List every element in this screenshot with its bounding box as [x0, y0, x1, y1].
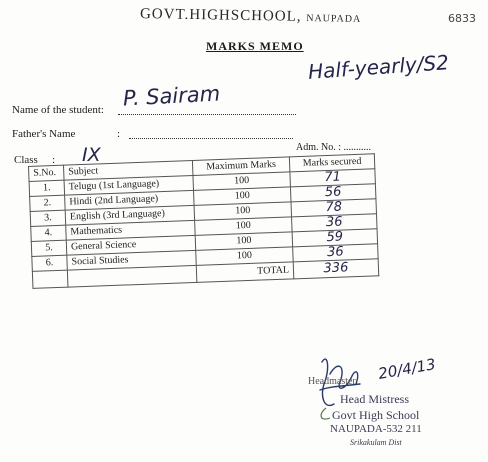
row-sno: 6. [32, 255, 68, 271]
row-sno: 1. [29, 180, 65, 196]
father-name-label: Father's Name [12, 128, 76, 140]
header-max-marks: Maximum Marks [192, 157, 289, 176]
school-name-text: GOVT.HIGHSCHOOL, [139, 6, 302, 25]
row-subject: English (3rd Language) [65, 205, 194, 225]
row-max-marks: 100 [195, 232, 292, 251]
row-max-marks: 100 [195, 217, 292, 236]
total-value: 336 [293, 259, 379, 279]
row-subject: Telugu (1st Language) [64, 175, 193, 195]
father-name-line [129, 138, 293, 139]
row-max-marks: 100 [194, 187, 291, 206]
row-max-marks: 100 [196, 247, 293, 266]
row-subject: General Science [66, 235, 195, 255]
row-marks-secured: 71 [290, 169, 375, 187]
class-label: Class [14, 154, 38, 166]
headmaster-label: Headmaster [308, 376, 356, 387]
row-sno: 2. [30, 195, 66, 211]
memo-title: MARKS MEMO [206, 39, 304, 53]
row-marks-secured: 78 [291, 199, 376, 217]
row-max-marks: 100 [193, 172, 290, 191]
student-name-value: P. Sairam [122, 81, 221, 111]
row-subject: Social Studies [67, 250, 196, 270]
signature-date: 20/4/13 [376, 355, 437, 383]
row-sno: 3. [30, 210, 66, 226]
class-colon: : [52, 154, 56, 166]
row-max-marks: 100 [194, 202, 291, 221]
total-blank-sno [32, 270, 68, 288]
admission-number-label: Adm. No. : ........... [296, 142, 371, 153]
row-marks-secured: 56 [290, 184, 375, 202]
stamp-line-4: Srikakulam Dist [350, 438, 402, 447]
marks-table-container [28, 153, 379, 289]
student-name-line [118, 114, 296, 115]
row-subject: Mathematics [66, 220, 195, 240]
school-name [140, 6, 362, 27]
marks-table [28, 153, 379, 289]
row-marks-secured: 36 [293, 244, 378, 262]
row-sno: 4. [31, 225, 67, 241]
school-place: NAUPADA [306, 12, 362, 25]
header-subject: Subject [63, 160, 192, 180]
document-code: 6833 [448, 12, 476, 25]
row-sno: 5. [31, 240, 67, 256]
student-name-label: Name of the student: [12, 104, 104, 116]
row-marks-secured: 36 [292, 214, 377, 232]
signature-block [300, 352, 480, 452]
total-label: TOTAL [196, 262, 294, 283]
row-subject: Hindi (2nd Language) [65, 190, 194, 210]
stamp-line-3: NAUPADA-532 211 [330, 423, 422, 435]
class-value: IX [82, 144, 101, 166]
row-marks-secured: 59 [292, 229, 377, 247]
father-name-colon: : [117, 128, 121, 140]
stamp-line-2: Govt High School [332, 408, 420, 422]
exam-name-handwritten: Half-yearly/S2 [307, 50, 450, 84]
header-sno: S.No. [29, 165, 65, 181]
stamp-line-1: Head Mistress [340, 392, 409, 406]
header-marks-secured: Marks secured [289, 154, 374, 172]
